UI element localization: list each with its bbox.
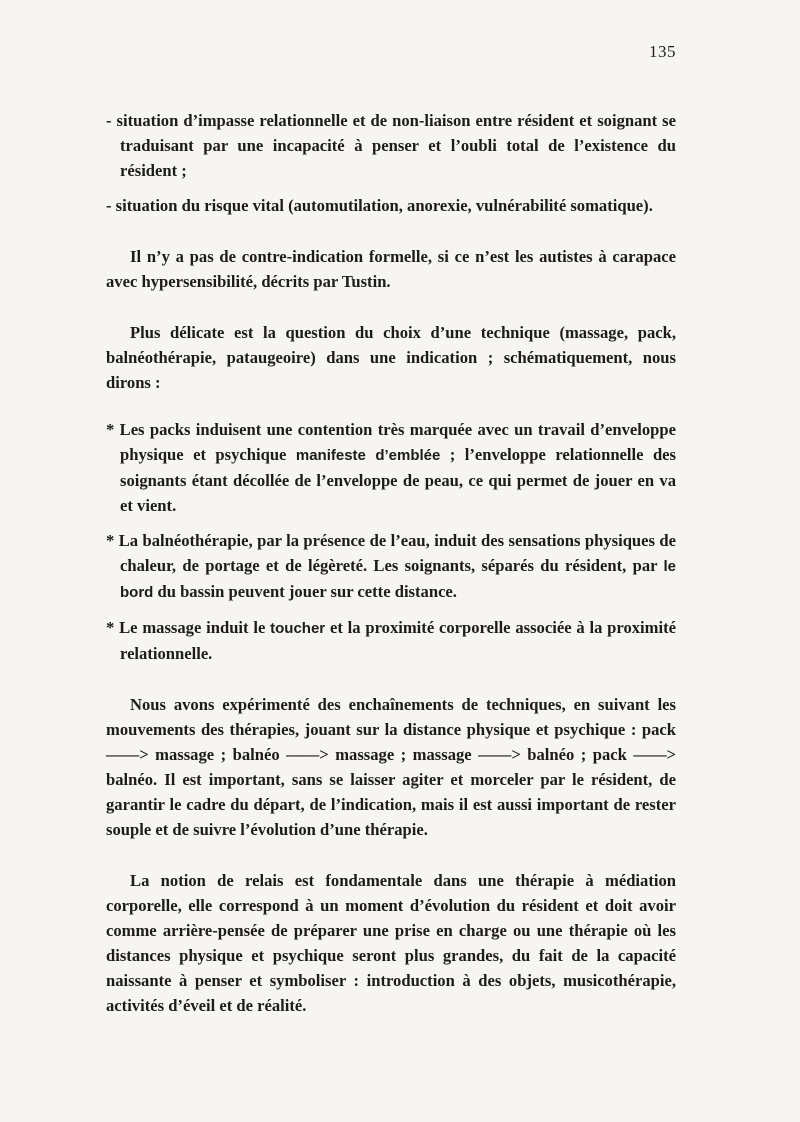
massage-text-a: * Le massage induit le — [106, 618, 271, 637]
paragraph-contre-indication: Il n’y a pas de contre-indication formelle, si ce n’est les autistes à carapace avec hypersensibilité, décrits par Tustin. — [106, 247, 676, 291]
paragraph-choix-technique: Plus délicate est la question du choix d’une technique (massage, pack, balnéothérapie, pataugeoire) dans une indication ; schématiquement, nous dirons : — [106, 323, 676, 392]
balneo-text-a: * La balnéothérapie, par la présence de l’eau, induit des sensations physiques de chaleur, de portage et de légèreté. Les soignants, séparés du résident, par — [106, 531, 676, 575]
paragraph-enchainements: Nous avons expérimenté des enchaînements de techniques, en suivant les mouvements des thérapies, jouant sur la distance physique et psychique : pack ——> massage ; balnéo ——> massage ; massage ——> balnéo ; pack ——> balnéo. Il est important, sans se laisser agiter et morceler par le résident, de garantir le cadre du départ, de l’indication, mais il est aussi important de rester souple et de suivre l’évolution d’une thérapie. — [106, 695, 676, 839]
paragraph-relais: La notion de relais est fondamentale dans une thérapie à médiation corporelle, elle correspond à un moment d’évolution du résident et doit avoir comme arrière-pensée de préparer une prise en charge ou une thérapie où les distances physique et psychique seront plus grandes, du fait de la capacité naissante à penser et symboliser : introduction à des objets, musicothérapie, activités d’éveil et de réalité. — [106, 871, 676, 1015]
list-item-packs — [106, 417, 676, 518]
page-body — [106, 108, 676, 1018]
page-number: 135 — [649, 42, 676, 61]
packs-text-a: * Les packs induisent une contention très marquée avec un travail d’enveloppe physique et psychique — [106, 420, 676, 464]
massage-emphasis: toucher — [270, 620, 326, 637]
balneo-emphasis: le bord — [120, 558, 676, 601]
list-item-balneo — [106, 528, 676, 605]
list-item-risque-vital: - situation du risque vital (automutilation, anorexie, vulnérabilité somatique). — [106, 196, 653, 215]
packs-emphasis: manifeste d’emblée — [295, 447, 441, 464]
balneo-text-b: du bassin peuvent jouer sur cette distance. — [153, 582, 457, 601]
packs-text-b: ; l’enveloppe relationnelle des soignants étant décollée de l’enveloppe de peau, ce qui permet de jouer en va et vient. — [120, 445, 676, 515]
massage-text-b: et la proximité corporelle associée à la proximité relationnelle. — [120, 618, 676, 663]
list-item-massage — [106, 615, 676, 666]
list-item-impasse: - situation d’impasse relationnelle et de non-liaison entre résident et soignant se traduisant par une incapacité à penser et l’oubli total de l’existence du résident ; — [106, 111, 676, 180]
